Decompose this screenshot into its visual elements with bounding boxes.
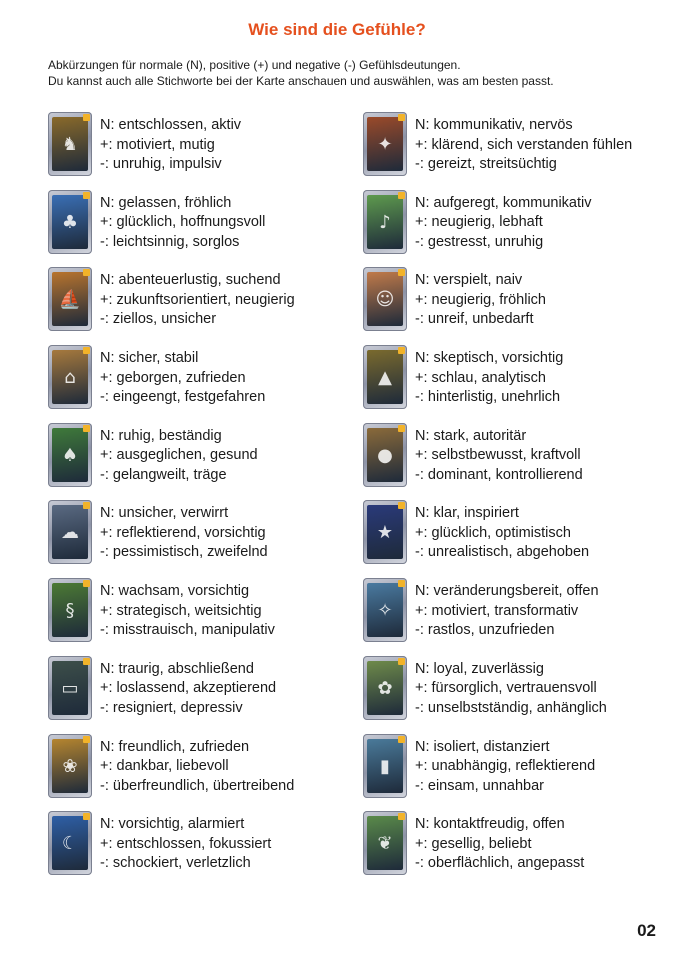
bear-card-icon: ● (363, 423, 407, 487)
card-entry (48, 734, 358, 812)
card-entry (48, 112, 358, 190)
house-card-icon: ⌂ (48, 345, 92, 409)
negative-meaning: -: gestresst, unruhig (415, 233, 544, 250)
birds-card-icon: ♪ (363, 190, 407, 254)
tower-card-icon: ▮ (363, 734, 407, 798)
clouds-card-icon: ☁ (48, 500, 92, 564)
negative-meaning: -: hinterlistig, unehrlich (415, 389, 561, 406)
card-entry (48, 500, 358, 578)
normal-meaning: N: kontaktfreudig, offen (415, 816, 565, 833)
whip-card-icon: ✦ (363, 112, 407, 176)
negative-meaning: -: dominant, kontrollierend (415, 466, 583, 483)
negative-meaning: -: schockiert, verletzlich (100, 855, 251, 872)
card-keywords (415, 349, 674, 408)
normal-meaning: N: traurig, abschließend (100, 660, 254, 677)
card-keywords (415, 116, 674, 175)
garden-card-icon: ❦ (363, 811, 407, 875)
fox-card-icon: ▲ (363, 345, 407, 409)
normal-meaning: N: gelassen, fröhlich (100, 194, 232, 211)
positive-meaning: +: ausgeglichen, gesund (100, 447, 258, 464)
normal-meaning: N: freundlich, zufrieden (100, 738, 250, 755)
negative-meaning: -: unruhig, impulsiv (100, 156, 222, 172)
negative-meaning: -: ziellos, unsicher (100, 311, 217, 328)
card-keywords (415, 271, 674, 330)
positive-meaning: +: dankbar, liebevoll (100, 758, 229, 774)
normal-meaning: N: vorsichtig, alarmiert (100, 816, 245, 833)
card-entry (48, 656, 358, 734)
positive-meaning: +: loslassend, akzeptierend (100, 680, 277, 697)
card-keywords (415, 504, 674, 563)
card-keywords (415, 815, 674, 874)
negative-meaning: -: überfreundlich, übertreibend (100, 777, 295, 794)
card-entry (363, 656, 673, 734)
coffin-card-icon: ▭ (48, 656, 92, 720)
card-entry (48, 190, 358, 268)
positive-meaning: +: gesellig, beliebt (415, 835, 532, 852)
card-keywords (100, 194, 360, 253)
positive-meaning: +: unabhängig, reflektierend (415, 758, 596, 774)
intro-line: Du kannst auch alle Stichworte bei der Karte anschauen und auswählen, was am besten passt. (48, 74, 554, 88)
card-entry (363, 345, 673, 423)
card-keywords (100, 427, 360, 486)
positive-meaning: +: reflektierend, vorsichtig (100, 524, 266, 541)
normal-meaning: N: loyal, zuverlässig (415, 660, 544, 677)
bouquet-card-icon: ❀ (48, 734, 92, 798)
normal-meaning: N: ruhig, beständig (100, 427, 222, 444)
normal-meaning: N: sicher, stabil (100, 350, 199, 367)
positive-meaning: +: motiviert, mutig (100, 136, 215, 153)
card-entry (48, 267, 358, 345)
positive-meaning: +: zukunftsorientiert, neugierig (100, 291, 295, 308)
intro-text (48, 57, 648, 89)
child-card-icon: ☺ (363, 267, 407, 331)
negative-meaning: -: misstrauisch, manipulativ (100, 622, 275, 639)
card-keywords (100, 349, 360, 408)
positive-meaning: +: fürsorglich, vertrauensvoll (415, 680, 597, 697)
normal-meaning: N: isoliert, distanziert (415, 738, 550, 755)
normal-meaning: N: kommunikativ, nervös (415, 117, 573, 133)
card-keywords (415, 660, 674, 719)
card-entry (363, 190, 673, 268)
card-keywords (415, 738, 674, 797)
card-keywords (415, 427, 674, 486)
negative-meaning: -: unreif, unbedarft (415, 311, 534, 328)
negative-meaning: -: einsam, unnahbar (415, 777, 544, 794)
normal-meaning: N: wachsam, vorsichtig (100, 583, 250, 600)
card-keywords (100, 738, 360, 797)
clover-card-icon: ♣ (48, 190, 92, 254)
negative-meaning: -: rastlos, unzufrieden (415, 622, 555, 639)
negative-meaning: -: resigniert, depressiv (100, 699, 243, 716)
normal-meaning: N: unsicher, verwirrt (100, 505, 229, 522)
scythe-card-icon: ☾ (48, 811, 92, 875)
rider-card-icon: ♞ (48, 112, 92, 176)
negative-meaning: -: unrealistisch, abgehoben (415, 544, 590, 561)
negative-meaning: -: oberflächlich, angepasst (415, 855, 585, 872)
card-entry (48, 578, 358, 656)
card-keywords (415, 194, 674, 253)
card-entry (48, 345, 358, 423)
positive-meaning: +: selbstbewusst, kraftvoll (415, 447, 581, 464)
positive-meaning: +: strategisch, weitsichtig (100, 602, 262, 619)
positive-meaning: +: glücklich, hoffnungsvoll (100, 214, 266, 231)
card-entry (363, 578, 673, 656)
negative-meaning: -: gereizt, streitsüchtig (415, 156, 557, 172)
normal-meaning: N: verspielt, naiv (415, 272, 523, 289)
tree-card-icon: ♠ (48, 423, 92, 487)
negative-meaning: -: pessimistisch, zweifelnd (100, 544, 268, 561)
card-entry (363, 267, 673, 345)
card-keywords (100, 660, 360, 719)
card-entry (48, 811, 358, 889)
card-keywords (100, 815, 360, 874)
card-keywords (100, 271, 360, 330)
card-entry (363, 811, 673, 889)
snake-card-icon: § (48, 578, 92, 642)
positive-meaning: +: motiviert, transformativ (415, 602, 579, 619)
page-title: Wie sind die Gefühle? (248, 20, 426, 39)
normal-meaning: N: aufgeregt, kommunikativ (415, 194, 592, 211)
positive-meaning: +: neugierig, lebhaft (415, 214, 543, 231)
positive-meaning: +: schlau, analytisch (415, 369, 546, 386)
normal-meaning: N: veränderungsbereit, offen (415, 583, 599, 600)
negative-meaning: -: leichtsinnig, sorglos (100, 233, 240, 250)
positive-meaning: +: klärend, sich verstanden fühlen (415, 136, 633, 153)
ship-card-icon: ⛵ (48, 267, 92, 331)
normal-meaning: N: entschlossen, aktiv (100, 117, 242, 133)
stork-card-icon: ✧ (363, 578, 407, 642)
left-column (48, 112, 358, 889)
card-entry (363, 734, 673, 812)
card-keywords (100, 504, 360, 563)
normal-meaning: N: skeptisch, vorsichtig (415, 350, 564, 367)
card-entry (363, 423, 673, 501)
positive-meaning: +: neugierig, fröhlich (415, 291, 546, 308)
normal-meaning: N: stark, autoritär (415, 427, 527, 444)
right-column (363, 112, 673, 889)
negative-meaning: -: unselbstständig, anhänglich (415, 699, 607, 716)
card-entry (363, 500, 673, 578)
positive-meaning: +: geborgen, zufrieden (100, 369, 246, 386)
card-keywords (100, 116, 360, 175)
card-keywords (415, 582, 674, 641)
dog-card-icon: ✿ (363, 656, 407, 720)
normal-meaning: N: abenteuerlustig, suchend (100, 272, 281, 289)
positive-meaning: +: glücklich, optimistisch (415, 524, 571, 541)
card-keywords (100, 582, 360, 641)
normal-meaning: N: klar, inspiriert (415, 505, 519, 522)
negative-meaning: -: eingeengt, festgefahren (100, 389, 266, 406)
negative-meaning: -: gelangweilt, träge (100, 466, 227, 483)
positive-meaning: +: entschlossen, fokussiert (100, 835, 272, 852)
card-entry (48, 423, 358, 501)
card-entry (363, 112, 673, 190)
page-number: 02 (637, 921, 656, 940)
intro-line: Abkürzungen für normale (N), positive (+) und negative (-) Gefühlsdeutungen. (48, 58, 461, 72)
stars-card-icon: ★ (363, 500, 407, 564)
